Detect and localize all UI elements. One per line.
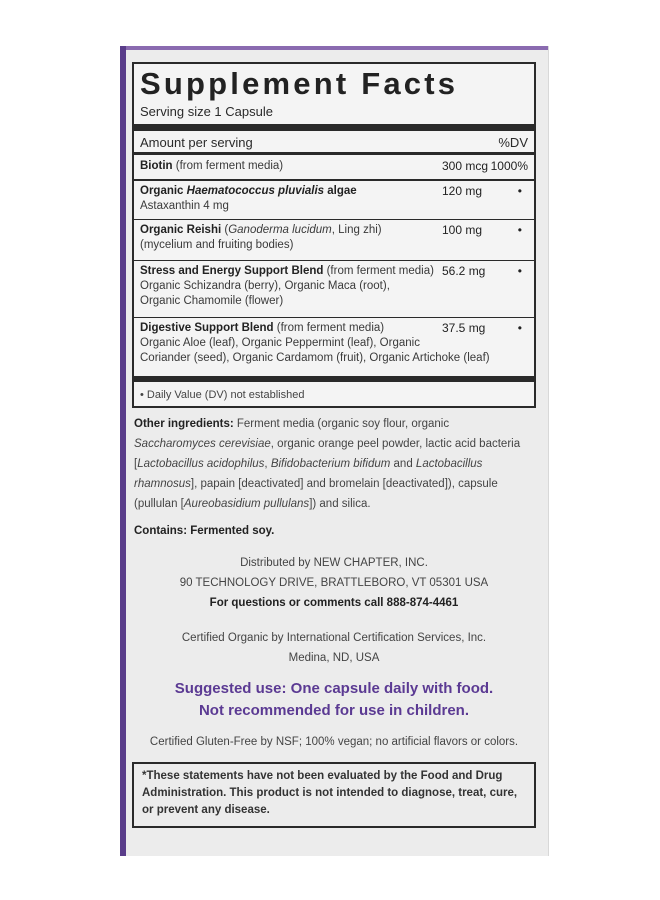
purple-top-stripe [120,46,548,50]
dv-header: %DV [498,135,528,150]
purple-side-stripe [120,46,126,856]
header-divider [134,152,534,155]
ingredient-amount: 56.2 mg [442,264,486,278]
ingredient-name: Stress and Energy Support Blend (from ferment media) Organic Schizandra (berry), Organic Maca (root), Organic Chamomile (flower) [140,265,434,307]
distributor-info [132,553,536,613]
facts-row [134,321,534,375]
facts-title: Supplement Facts [140,66,459,101]
dv-footnote: • Daily Value (DV) not established [140,389,305,401]
ingredient-name: Organic Haematococcus pluvialis algae Astaxanthin 4 mg [140,185,357,212]
thick-divider [134,124,534,131]
ingredient-name: Digestive Support Blend (from ferment media) Organic Aloe (leaf), Organic Peppermint (leaf), Organic Coriander (seed), Organic Cardamom (fruit), Organic Artichoke (leaf) [140,322,490,364]
serving-size: Serving size 1 Capsule [140,104,273,119]
ingredient-dv: • [517,223,522,237]
facts-row [134,264,534,314]
row-divider [134,179,534,181]
ingredient-dv: 1000% [490,159,528,173]
ingredient-amount: 100 mg [442,223,483,237]
ingredient-amount: 300 mcg [442,159,489,173]
ingredient-dv: • [517,184,522,198]
fda-disclaimer: *These statements have not been evaluated by the Food and Drug Administration. This product is not intended to diagnose, treat, cure, or prevent any disease. [132,762,536,828]
allergen-statement: Contains: Fermented soy. [134,525,275,537]
amount-header: Amount per serving [140,135,253,150]
facts-row [134,159,534,177]
gluten-free-statement: Certified Gluten-Free by NSF; 100% vegan; no artificial flavors or colors. [149,736,519,748]
suggested-use [132,678,536,722]
row-divider [134,219,534,220]
ingredient-amount: 120 mg [442,184,483,198]
facts-row [134,223,534,257]
ingredient-dv: • [517,321,522,335]
ingredient-amount: 37.5 mg [442,321,486,335]
ingredient-name: Organic Reishi (Ganoderma lucidum, Ling zhi) (mycelium and fruiting bodies) [140,224,382,251]
ingredient-name: Biotin (from ferment media) [140,160,284,172]
facts-row [134,184,534,218]
certification-info [132,628,536,668]
supplement-facts-box [132,62,536,408]
row-divider [134,260,534,261]
distributor-address: 90 TECHNOLOGY DRIVE, BRATTLEBORO, VT 05301 USA [179,577,489,589]
suggested-use-line: Suggested use: One capsule daily with food. [174,680,494,697]
ingredient-dv: • [517,264,522,278]
row-divider [134,317,534,318]
other-ingredients: Other ingredients: Ferment media (organic soy flour, organic Saccharomyces cerevisiae, organic orange peel powder, lactic acid bacteria [Lactobacillus acidophilus, Bifidobacterium bifidum and Lactobacillus rhamnosus], papain [deactivated] and bromelain [deactivated]), capsule (pullulan [Aureobasidium pullulans]) and silica. [134,418,521,510]
distributor-line: Distributed by NEW CHAPTER, INC. [240,557,428,569]
thick-divider [134,376,534,382]
certifier-location: Medina, ND, USA [288,652,380,664]
certifier-line: Certified Organic by International Certification Services, Inc. [181,632,487,644]
distributor-phone: For questions or comments call 888-874-4461 [209,597,459,609]
child-warning: Not recommended for use in children. [198,702,470,719]
